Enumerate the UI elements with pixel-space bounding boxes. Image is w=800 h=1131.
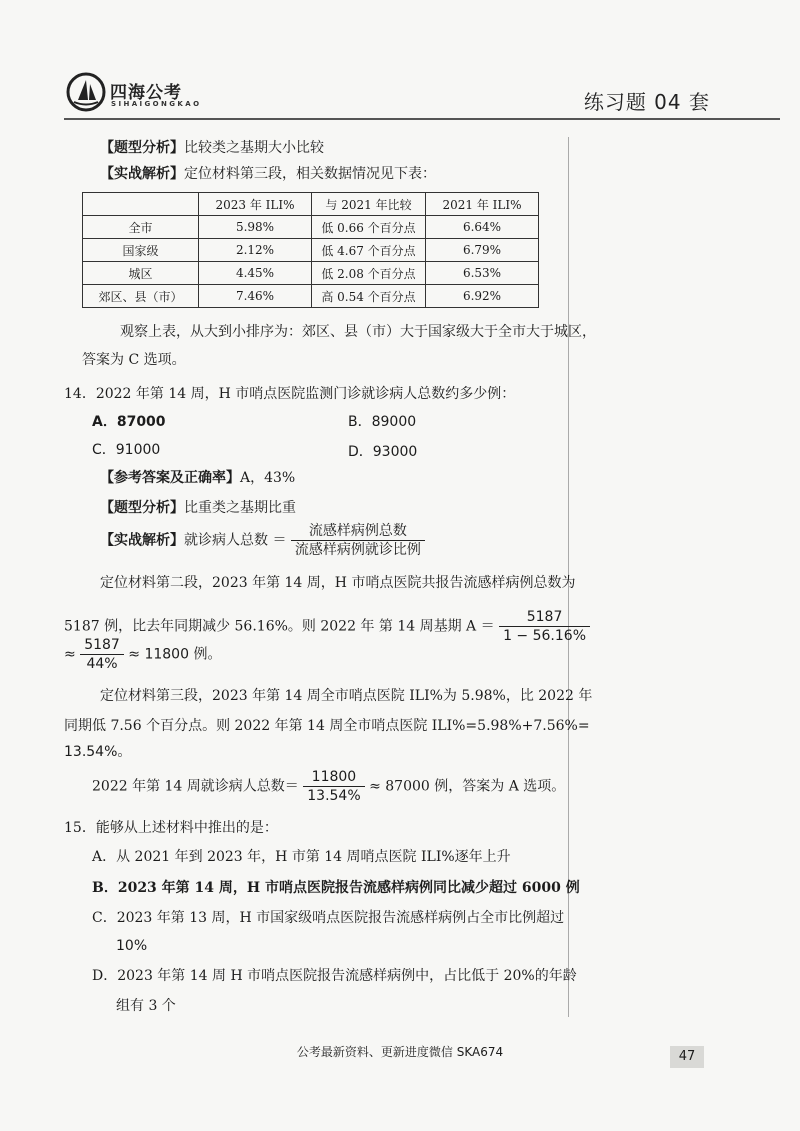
- table-row: [83, 216, 539, 239]
- table-cell: 6.79%: [426, 239, 539, 262]
- q14-approx-line: ≈ $\frac{5187}{44\%}$ ≈ 11800 例。: [64, 637, 222, 672]
- table-cell: 6.64%: [426, 216, 539, 239]
- q15-option-b: B．2023 年第 14 周，H 市哨点医院报告流感样病例同比减少超过 6000 例: [92, 880, 580, 896]
- q13-type-analysis: 【题型分析】比较类之基期大小比较: [100, 140, 324, 156]
- table-cell: 6.92%: [426, 285, 539, 308]
- q15-option-d-line1: D．2023 年第 14 周 H 市哨点医院报告流感样病例中，占比低于 20%的年龄: [92, 968, 577, 984]
- table-cell: 城区: [83, 262, 199, 285]
- q13-solve-analysis: 【实战解析】定位材料第三段，相关数据情况见下表：: [100, 166, 436, 182]
- q14-final-line: 2022 年第 14 周就诊病人总数＝ $\frac{11800}{13.54\%}$ ≈ 87000 例，答案为 A 选项。: [92, 769, 566, 804]
- table-header-cell: [83, 193, 199, 216]
- table-cell: 4.45%: [199, 262, 312, 285]
- q14-answer: 【参考答案及正确率】A，43%: [100, 470, 296, 486]
- set-title: 练习题 04 套: [583, 90, 710, 114]
- table-row: [83, 239, 539, 262]
- q13-conclusion-line1: 观察上表，从大到小排序为：郊区、县（市）大于国家级大于全市大于城区，: [120, 324, 596, 340]
- q14-solve-analysis: 【实战解析】就诊病人总数 ＝ $\frac{\text{流感样病例总数}}{\text{流感样病例就诊比例}}$: [100, 522, 425, 559]
- brand-subtitle: SIHAIGONGKAO: [111, 100, 202, 108]
- q14-option-a: A．87000: [92, 414, 166, 430]
- q15-option-a: A．从 2021 年到 2023 年，H 市第 14 周哨点医院 ILI%逐年上升: [92, 849, 511, 865]
- base-fraction: $\frac{5187}{1 - 56.16\%}$: [499, 608, 590, 645]
- table-header-cell: 2023 年 ILI%: [199, 193, 312, 216]
- q14-option-d: D．93000: [348, 444, 418, 460]
- formula-fraction: $\frac{\text{流感样病例总数}}{\text{流感样病例就诊比例}}$: [291, 522, 425, 559]
- comparison-table: [82, 192, 539, 308]
- q14-option-c: C．91000: [92, 442, 161, 458]
- table-cell: 国家级: [83, 239, 199, 262]
- table-cell: 低 2.08 个百分点: [312, 262, 426, 285]
- header-divider: [64, 118, 780, 120]
- q14-para1-line1: 定位材料第二段，2023 年第 14 周，H 市哨点医院共报告流感样病例总数为: [100, 575, 576, 591]
- sailboat-logo-icon: [66, 72, 106, 112]
- table-cell: 5.98%: [199, 216, 312, 239]
- footer-text: 公考最新资料、更新进度微信 SKA674: [296, 1045, 504, 1059]
- table-header-cell: 与 2021 年比较: [312, 193, 426, 216]
- q15-question: 15．能够从上述材料中推出的是：: [64, 820, 278, 836]
- table-row: [83, 262, 539, 285]
- table-cell: 7.46%: [199, 285, 312, 308]
- table-header-cell: 2021 年 ILI%: [426, 193, 539, 216]
- page-number: 47: [670, 1046, 704, 1068]
- q14-para2-line3: 13.54%。: [64, 744, 132, 760]
- table-cell: 2.12%: [199, 239, 312, 262]
- q14-question: 14．2022 年第 14 周，H 市哨点医院监测门诊就诊病人总数约多少例：: [64, 386, 516, 402]
- approx-fraction: $\frac{5187}{44\%}$: [80, 636, 124, 673]
- q14-option-b: B．89000: [348, 414, 417, 430]
- q15-option-c-line1: C．2023 年第 13 周，H 市国家级哨点医院报告流感样病例占全市比例超过: [92, 910, 565, 926]
- table-cell: 全市: [83, 216, 199, 239]
- table-cell: 郊区、县（市）: [83, 285, 199, 308]
- logo: [66, 72, 206, 116]
- table-header-row: [83, 193, 539, 216]
- brand-name: 四海公考: [110, 83, 182, 103]
- table-cell: 低 4.67 个百分点: [312, 239, 426, 262]
- table-cell: 6.53%: [426, 262, 539, 285]
- q13-conclusion-line2: 答案为 C 选项。: [82, 352, 186, 368]
- q14-type-analysis: 【题型分析】比重类之基期比重: [100, 500, 296, 516]
- table-cell: 低 0.66 个百分点: [312, 216, 426, 239]
- final-fraction: $\frac{11800}{13.54\%}$: [303, 768, 364, 805]
- q14-para1-line2: 5187 例，比去年同期减少 56.16%。则 2022 年 第 14 周基期 A ＝ $\frac{5187}{1 - 56.16\%}$: [64, 608, 590, 645]
- table-row: [83, 285, 539, 308]
- q14-para2-line2: 同期低 7.56 个百分点。则 2022 年第 14 周全市哨点医院 ILI%=5.98%+7.56%=: [64, 718, 590, 734]
- q15-option-d-line2: 组有 3 个: [116, 998, 176, 1014]
- q14-para2-line1: 定位材料第三段，2023 年第 14 周全市哨点医院 ILI%为 5.98%，比 2022 年: [100, 688, 593, 704]
- q15-option-c-line2: 10%: [116, 938, 148, 954]
- table-cell: 高 0.54 个百分点: [312, 285, 426, 308]
